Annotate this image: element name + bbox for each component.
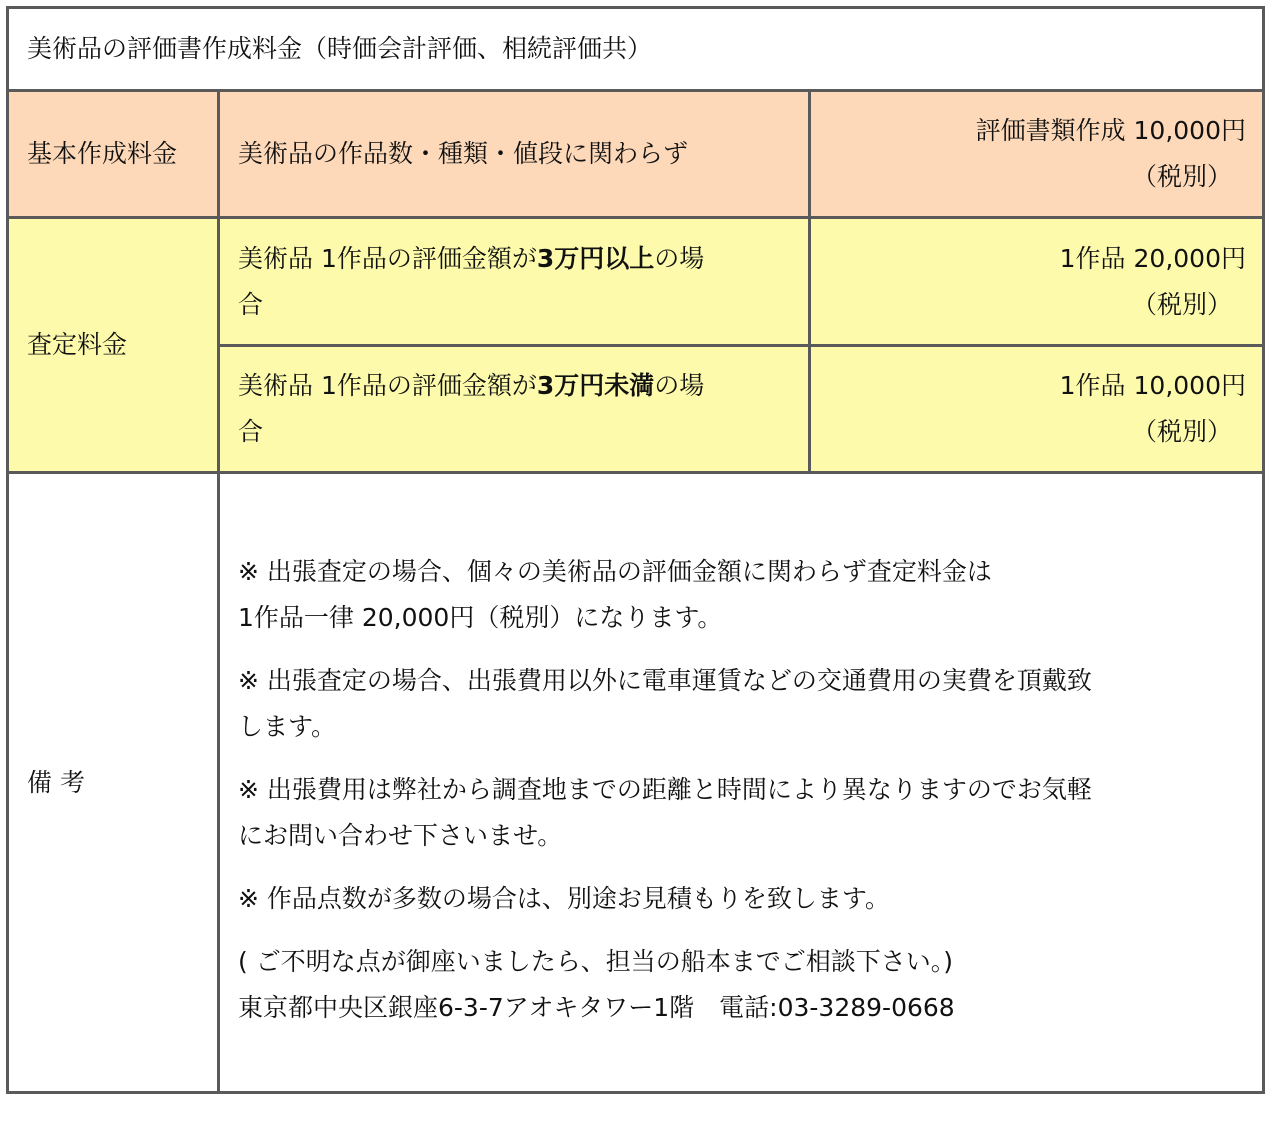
basic-fee-description: 美術品の作品数・種類・値段に関わらず (219, 91, 810, 218)
assessment-price-2: 1作品 10,000円 (1059, 371, 1246, 400)
assessment-tax-2: （税別） (1131, 417, 1232, 446)
assessment-desc-1-suffix: の場 (654, 243, 705, 273)
assessment-desc-1 (219, 218, 810, 346)
assessment-tax-1: （税別） (1131, 289, 1232, 319)
contact-info (238, 939, 1246, 1031)
assessment-desc-2-bold: 3万円未満 (536, 371, 655, 400)
note-item-1 (238, 549, 1246, 641)
assessment-price-cell-2 (810, 346, 1264, 473)
notes-label: 備 考 (8, 473, 219, 1093)
fee-table (6, 6, 1265, 1094)
note-item-1-line1: ※ 出張査定の場合、個々の美術品の評価金額に関わらず査定料金は (238, 556, 992, 586)
assessment-desc-1-bold: 3万円以上 (536, 243, 655, 273)
contact-line-2: 東京都中央区銀座6-3-7アオキタワー1階 電話:03-3289-0668 (238, 992, 955, 1022)
assessment-row-1 (8, 218, 1264, 346)
assessment-label: 査定料金 (8, 218, 219, 473)
title-row (8, 8, 1264, 91)
basic-fee-row (8, 91, 1264, 218)
note-item-4 (238, 876, 1246, 922)
note-item-3-line2: にお問い合わせ下さいませ。 (238, 820, 563, 850)
assessment-price-1: 1作品 20,000円 (1059, 243, 1246, 273)
note-item-3 (238, 767, 1246, 859)
assessment-price-cell-1 (810, 218, 1264, 346)
basic-fee-price-cell (810, 91, 1264, 218)
assessment-desc-2-suffix: の場 (654, 371, 705, 400)
note-item-4-line1: ※ 作品点数が多数の場合は、別途お見積もりを致します。 (238, 883, 890, 913)
contact-line-1: ( ご不明な点が御座いましたら、担当の船本までご相談下さい。) (238, 946, 953, 976)
note-item-2 (238, 658, 1246, 750)
assessment-desc-1-line2: 合 (238, 289, 264, 319)
assessment-desc-1-prefix: 美術品 1作品の評価金額が (238, 243, 537, 273)
assessment-desc-2-prefix: 美術品 1作品の評価金額が (238, 371, 537, 400)
note-item-2-line2: します。 (238, 711, 337, 741)
note-item-1-line2: 1作品一律 20,000円（税別）になります。 (238, 602, 723, 632)
note-item-2-line1: ※ 出張査定の場合、出張費用以外に電車運賃などの交通費用の実費を頂戴致 (238, 665, 1092, 695)
basic-fee-tax: （税別） (1131, 162, 1232, 191)
table-title: 美術品の評価書作成料金（時価会計評価、相続評価共） (8, 8, 1264, 91)
notes-row (8, 473, 1264, 1093)
basic-fee-price: 評価書類作成 10,000円 (975, 116, 1246, 145)
basic-fee-label: 基本作成料金 (8, 91, 219, 218)
assessment-desc-2-line2: 合 (238, 417, 264, 446)
notes-cell (219, 473, 1264, 1093)
note-item-3-line1: ※ 出張費用は弊社から調査地までの距離と時間により異なりますのでお気軽 (238, 774, 1092, 804)
assessment-desc-2 (219, 346, 810, 473)
